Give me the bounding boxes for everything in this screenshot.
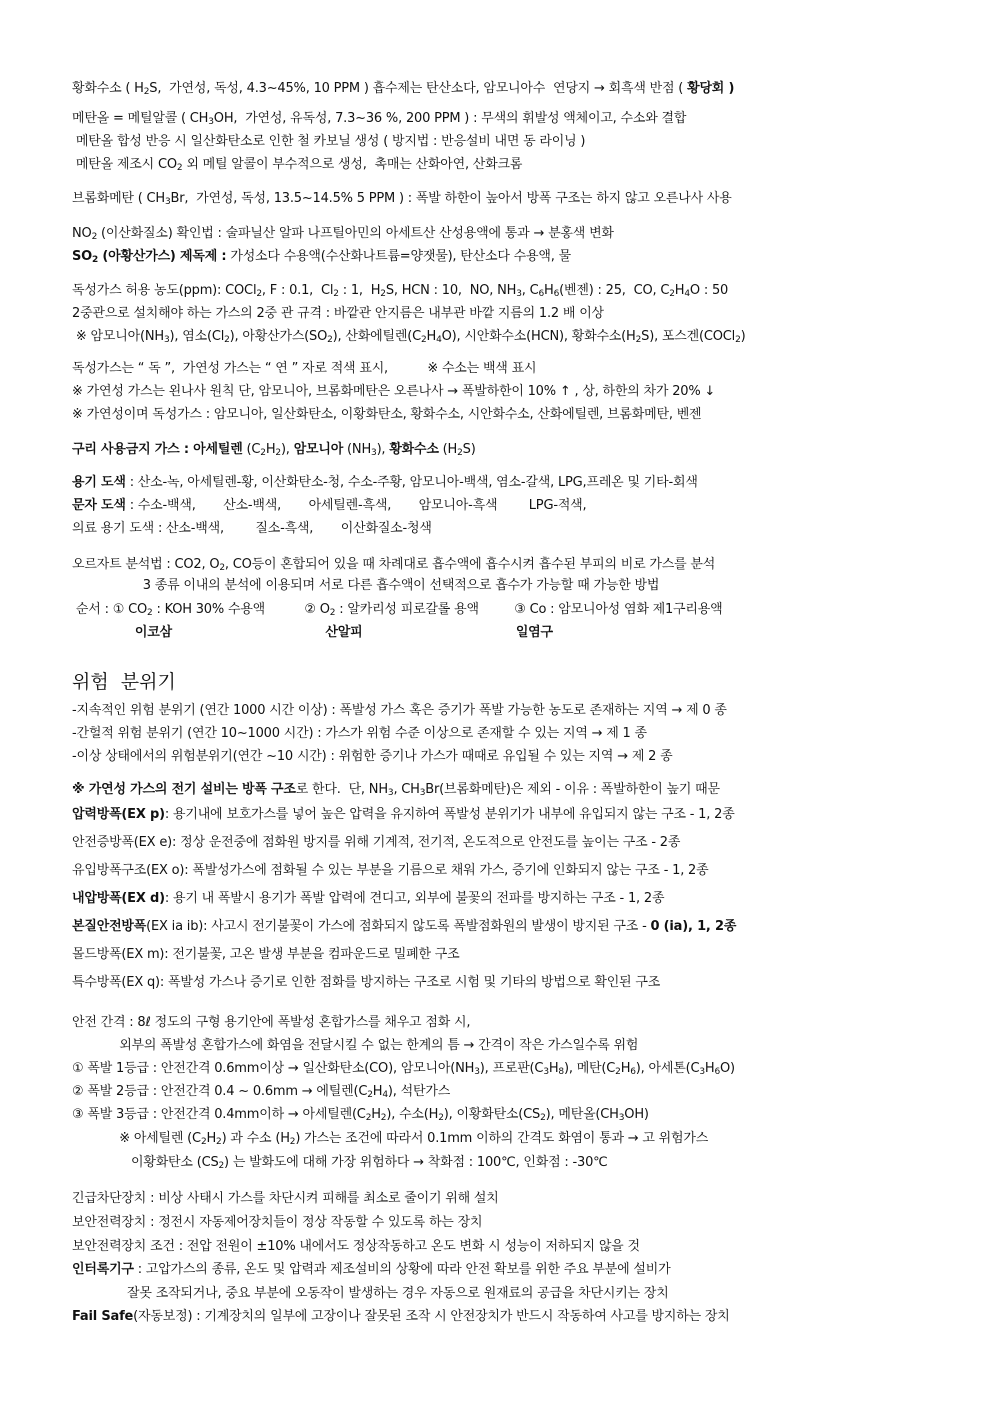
text-line: 독성가스 허용 농도(ppm): COCl$_2$, F : 0.1, $Cl_2$ : 1, $H_2S$, HCN : 10, NO, $NH_3$, $C_6H_6$(벤젠) : 25, CO, $C_2H_4O$ : 50 — [72, 283, 729, 299]
text-line: 브롬화메탄 ( $CH_3Br$, 가연성, 독성, 13.5~14.5% 5 PPM ) : 폭발 하한이 높아서 방폭 구조는 하지 않고 오른나사 사용 — [72, 191, 732, 207]
text-line: 인터록기구 : 고압가스의 종류, 온도 및 압력과 제조설비의 상황에 따라 안전 확보를 위한 주요 부분에 설비가 — [72, 1262, 671, 1277]
text-line: 이코삼 산알피 일염구 — [134, 625, 553, 640]
text-line: 문자 도색 : 수소-백색, 산소-백색, 아세틸렌-흑색, 암모니아-흑색 LPG-적색, — [72, 498, 587, 513]
text-line: ※ 가연성 가스의 전기 설비는 방폭 구조로 한다. 단, $NH_3$, $CH_3Br$(브롬화메탄)은 제외 - 이유 : 폭발하한이 높기 때문 — [72, 782, 720, 798]
text-line: 보안전력장치 : 정전시 자동제어장치들이 정상 작동할 수 있도록 하는 장치 — [72, 1215, 483, 1230]
text-line: 2중관으로 설치해야 하는 가스의 2중 관 규격 : 바깥관 안지름은 내부관 바깥 지름의 1.2 배 이상 — [72, 306, 604, 321]
text-line: 의료 용기 도색 : 산소-백색, 질소-흑색, 이산화질소-청색 — [72, 521, 432, 536]
text-line: 본질안전방폭(EX ia ib): 사고시 전기불꽃이 가스에 점화되지 않도록 폭발점화원의 발생이 방지된 구조 - 0 (ia), 1, 2종 — [72, 919, 737, 934]
text-line: 특수방폭(EX q): 폭발성 가스나 증기로 인한 점화를 방지하는 구조로 시험 및 기타의 방법으로 확인된 구조 — [72, 975, 661, 990]
text-line: ※ 가연성이며 독성가스 : 암모니아, 일산화탄소, 이황화탄소, 황화수소, 시안화수소, 산화에틸렌, 브롬화메탄, 벤젠 — [72, 407, 702, 422]
text-line: ※ 암모니아$(NH_3)$, 염소$(Cl_2)$, 아황산가스$(SO_2)$, 산화에틸렌$(C_2H_4O)$, 시안화수소(HCN), 황화수소$(H_2S)$, 포스겐(COCl$_2$) — [72, 329, 746, 345]
text-line: 압력방폭(EX p): 용기내에 보호가스를 넣어 높은 압력을 유지하여 폭발성 분위기가 내부에 유입되지 않는 구조 - 1, 2종 — [72, 807, 735, 822]
text-line: 몰드방폭(EX m): 전기불꽃, 고온 발생 부분을 컴파운드로 밀폐한 구조 — [72, 947, 460, 962]
text-line: ※ 아세틸렌 $(C_2H_2)$ 과 수소 $(H_2)$ 가스는 조건에 따라서 0.1mm 이하의 간격도 화염이 통과 → 고 위험가스 — [72, 1131, 709, 1147]
text-line: 메탄올 합성 반응 시 일산화탄소로 인한 철 카보닐 생성 ( 방지법 : 반응설비 내면 동 라이닝 ) — [72, 134, 586, 149]
text-line: 안전증방폭(EX e): 정상 운전중에 점화원 방지를 위해 기계적, 전기적, 온도적으로 안전도를 높이는 구조 - 2종 — [72, 835, 681, 850]
text-line: 순서 : ① $CO_2$ : KOH 30% 수용액 ② $O_2$ : 알카리성 피로갈롤 용액 ③ Co : 암모니아성 염화 제1구리용액 — [72, 602, 723, 618]
text-line: 외부의 폭발성 혼합가스에 화염을 전달시킬 수 없는 한계의 틈 → 간격이 작은 가스일수록 위험 — [72, 1038, 639, 1053]
text-line: $SO_2$ (아황산가스) 제독제 : 가성소다 수용액(수산화나트륨=양잿물), 탄산소다 수용액, 물 — [72, 249, 571, 265]
text-line: ※ 가연성 가스는 왼나사 원칙 단, 암모니아, 브롬화메탄은 오른나사 → 폭발하한이 10% ↑ , 상, 하한의 차가 20% ↓ — [72, 384, 716, 399]
text-line: Fail Safe(자동보정) : 기계장치의 일부에 고장이나 잘못된 조작 시 안전장치가 반드시 작동하여 사고를 방지하는 장치 — [72, 1309, 730, 1324]
text-line: 메탄올 제조시 $CO_2$ 외 메틸 알콜이 부수적으로 생성, 촉매는 산화아연, 산화크롬 — [72, 157, 523, 173]
text-line: 내압방폭(EX d): 용기 내 폭발시 용기가 폭발 압력에 견디고, 외부에 불꽃의 전파를 방지하는 구조 - 1, 2종 — [72, 891, 665, 906]
text-line: ① 폭발 1등급 : 안전간격 0.6mm이상 → 일산화탄소(CO), 암모니아$(NH_3)$, 프로판$(C_3H_8)$, 메탄$(C_2H_6)$, 아세톤$(C_3H_6O)$ — [72, 1061, 735, 1077]
text-line: 긴급차단장치 : 비상 사태시 가스를 차단시켜 피해를 최소로 줄이기 위해 설치 — [72, 1191, 499, 1206]
text-line: 구리 사용금지 가스 : 아세틸렌 $(C_2H_2)$, 암모니아 $(NH_3)$, 황화수소 $(H_2S)$ — [72, 442, 476, 458]
text-line: 용기 도색 : 산소-녹, 아세틸렌-황, 이산화탄소-청, 수소-주황, 암모니아-백색, 염소-갈색, LPG,프레온 및 기타-회색 — [72, 475, 698, 490]
text-line: 3 종류 이내의 분석에 이용되며 서로 다른 흡수액이 선택적으로 흡수가 가능할 때 가능한 방법 — [72, 578, 660, 593]
text-line: 안전 간격 : 8ℓ 정도의 구형 용기안에 폭발성 혼합가스를 채우고 점화 시, — [72, 1015, 471, 1030]
text-line: $NO_2$ (이산화질소) 확인법 : 술파닐산 알파 나프틸아민의 아세트산 산성용액에 통과 → 분홍색 변화 — [72, 226, 614, 242]
text-line: 독성가스는 “ 독 ”, 가연성 가스는 “ 연 ” 자로 적색 표시, ※ 수소는 백색 표시 — [72, 361, 537, 376]
text-line: ② 폭발 2등급 : 안전간격 0.4 ~ 0.6mm → 에틸렌$(C_2H_4)$, 석탄가스 — [72, 1084, 451, 1100]
text-line: 잘못 조작되거나, 중요 부분에 오동작이 발생하는 경우 자동으로 원재료의 공급을 차단시키는 장치 — [72, 1286, 669, 1301]
section-heading: 위험 분위기 — [72, 671, 176, 693]
text-line: -지속적인 위험 분위기 (연간 1000 시간 이상) : 폭발성 가스 혹은 증기가 폭발 가능한 농도로 존재하는 지역 → 제 0 종 — [72, 703, 727, 718]
text-line: -이상 상태에서의 위험분위기(연간 ~10 시간) : 위험한 증기나 가스가 때때로 유입될 수 있는 지역 → 제 2 종 — [72, 749, 673, 764]
text-line: ③ 폭발 3등급 : 안전간격 0.4mm이하 → 아세틸렌$(C_2H_2)$, 수소$(H_2)$, 이황화탄소$(CS_2)$, 메탄올$(CH_3OH)$ — [72, 1107, 649, 1123]
text-line: -간헐적 위험 분위기 (연간 10~1000 시간) : 가스가 위험 수준 이상으로 존재할 수 있는 지역 → 제 1 종 — [72, 726, 647, 741]
text-line: 황화수소 ( $H_2S$, 가연성, 독성, 4.3~45%, 10 PPM ) 흡수제는 탄산소다, 암모니아수 연당지 → 회흑색 반점 ( 황당회 ) — [72, 81, 735, 97]
text-line: 유입방폭구조(EX o): 폭발성가스에 점화될 수 있는 부분을 기름으로 채워 가스, 증기에 인화되지 않는 구조 - 1, 2종 — [72, 863, 709, 878]
text-line: 이황화탄소 $(CS_2)$ 는 발화도에 대해 가장 위험하다 → 착화점 : 100℃, 인화점 : -30℃ — [72, 1155, 608, 1171]
text-line: 보안전력장치 조건 : 전압 전원이 ±10% 내에서도 정상작동하고 온도 변화 시 성능이 저하되지 않을 것 — [72, 1239, 640, 1254]
text-line: 오르자트 분석법 : CO2, $O_2$, CO등이 혼합되어 있을 때 차례대로 흡수액에 흡수시켜 흡수된 부피의 비로 가스를 분석 — [72, 557, 716, 573]
text-line: 메탄올 = 메틸알콜 ( $CH_3OH$, 가연성, 유독성, 7.3~36 %, 200 PPM ) : 무색의 휘발성 액체이고, 수소와 결합 — [72, 111, 687, 127]
